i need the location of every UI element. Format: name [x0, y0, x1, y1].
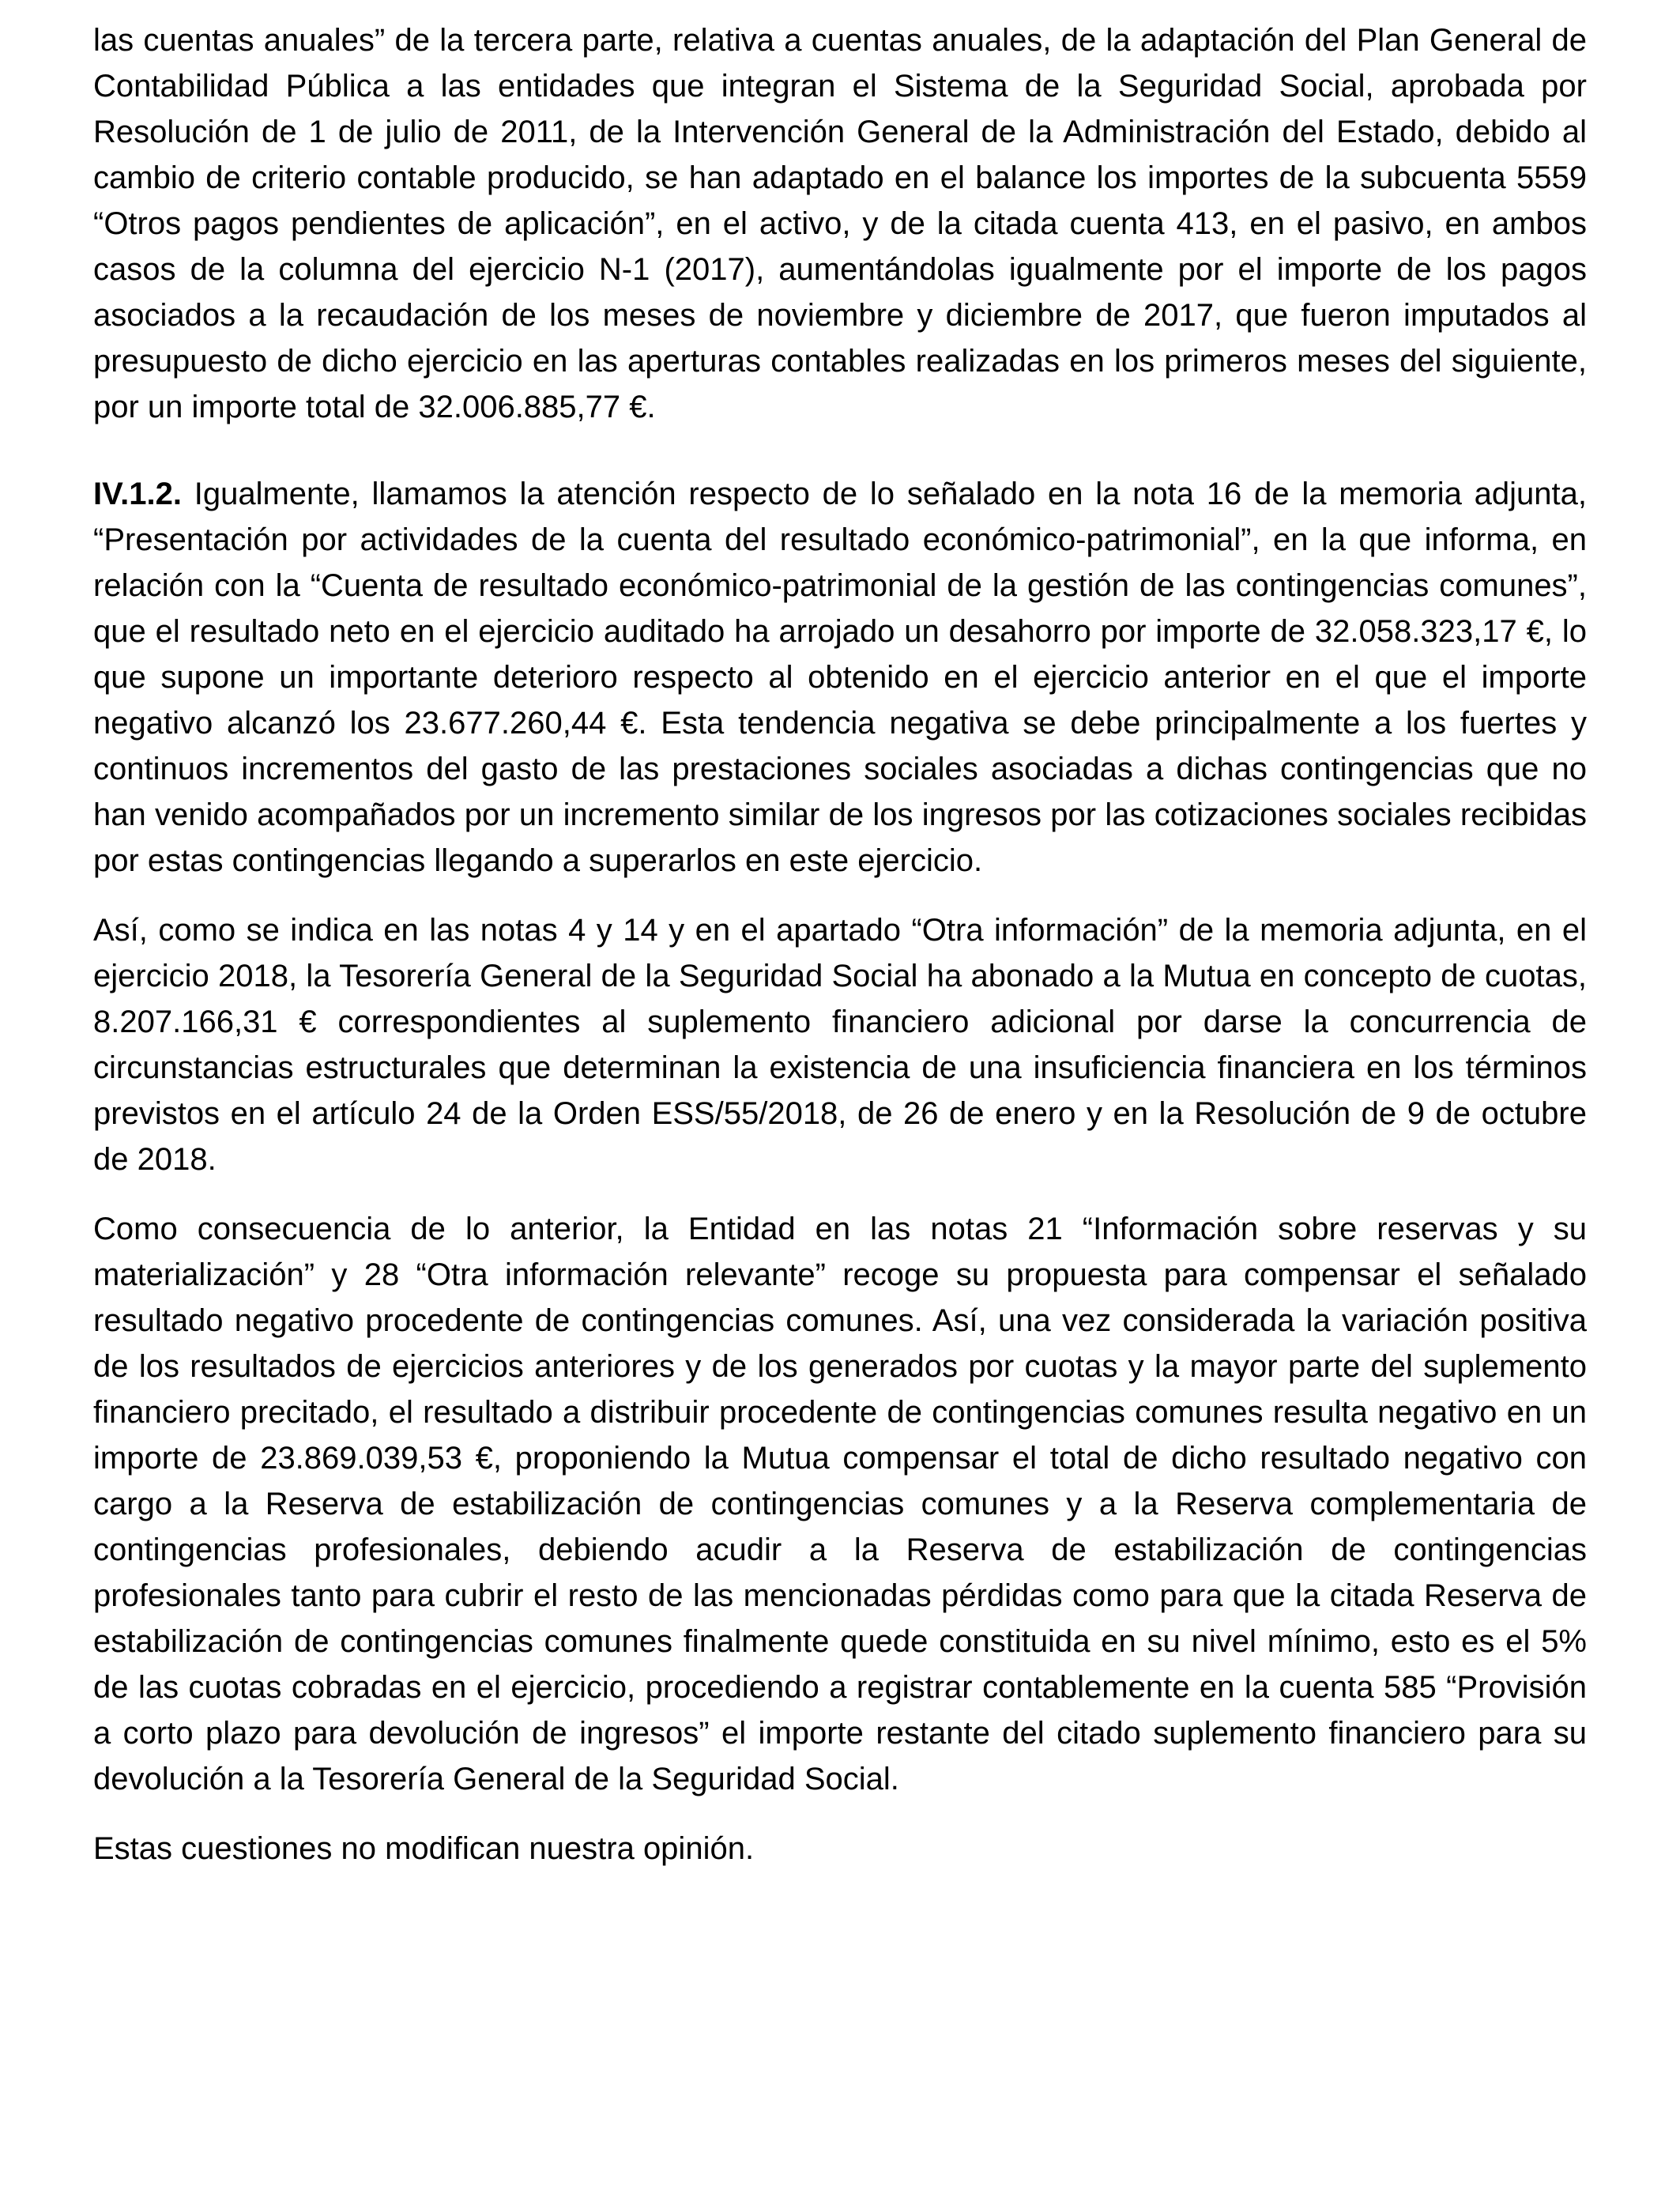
paragraph-consecuencia: Como consecuencia de lo anterior, la Entidad en las notas 21 “Información sobre reservas y su materialización” y 28 “Otra información relevante” recoge su propuesta para compensar el señalado resultado negativo procedente de contingencias comunes. Así, una vez considerada la variación positiva de los resultados de ejercicios anteriores y de los generados por cuotas y la mayor parte del suplemento financiero precitado, el resultado a distribuir procedente de contingencias comunes resulta negativo en un importe de 23.869.039,53 €, proponiendo la Mutua compensar el total de dicho resultado negativo con cargo a la Reserva de estabilización de contingencias comunes y a la Reserva complementaria de contingencias profesionales, debiendo acudir a la Reserva de estabilización de contingencias profesionales tanto para cubrir el resto de las mencionadas pérdidas como para que la citada Reserva de estabilización de contingencias comunes finalmente quede constituida en su nivel mínimo, esto es el 5% de las cuotas cobradas en el ejercicio, procediendo a registrar contablemente en la cuenta 585 “Provisión a corto plazo para devolución de ingresos” el importe restante del citado suplemento financiero para su devolución a la Tesorería General de la Seguridad Social. [93, 1212, 1587, 1796]
paragraph-section-iv-1-2 [93, 471, 1587, 884]
section-text: Igualmente, llamamos la atención respecto de lo señalado en la nota 16 de la memoria adjunta, “Presentación por actividades de la cuenta del resultado económico-patrimonial”, en la que informa, en relación con la “Cuenta de resultado económico-patrimonial de la gestión de las contingencias comunes”, que el resultado neto en el ejercicio auditado ha arrojado un desahorro por importe de 32.058.323,17 €, lo que supone un importante deterioro respecto al obtenido en el ejercicio anterior en el que el importe negativo alcanzó los 23.677.260,44 €. Esta tendencia negativa se debe principalmente a los fuertes y continuos incrementos del gasto de las prestaciones sociales asociadas a dichas contingencias que no han venido acompañados por un incremento similar de los ingresos por las cotizaciones sociales recibidas por estas contingencias llegando a superarlos en este ejercicio. [93, 477, 1587, 878]
paragraph-tesoreria: Así, como se indica en las notas 4 y 14 y en el apartado “Otra información” de la memoria adjunta, en el ejercicio 2018, la Tesorería General de la Seguridad Social ha abonado a la Mutua en concepto de cuotas, 8.207.166,31 € correspondientes al suplemento financiero adicional por darse la concurrencia de circunstancias estructurales que determinan la existencia de una insuficiencia financiera en los términos previstos en el artículo 24 de la Orden ESS/55/2018, de 26 de enero y en la Resolución de 9 de octubre de 2018. [93, 913, 1587, 1177]
document-page [93, 17, 1587, 1895]
section-label: IV.1.2. [93, 477, 182, 511]
paragraph-conclusion: Estas cuestiones no modifican nuestra opinión. [93, 1831, 755, 1866]
paragraph-continuation: las cuentas anuales” de la tercera parte, relativa a cuentas anuales, de la adaptación del Plan General de Contabilidad Pública a las entidades que integran el Sistema de la Seguridad Social, aprobada por Resolución de 1 de julio de 2011, de la Intervención General de la Administración del Estado, debido al cambio de criterio contable producido, se han adaptado en el balance los importes de la subcuenta 5559 “Otros pagos pendientes de aplicación”, en el activo, y de la citada cuenta 413, en el pasivo, en ambos casos de la columna del ejercicio N-1 (2017), aumentándolas igualmente por el importe de los pagos asociados a la recaudación de los meses de noviembre y diciembre de 2017, que fueron imputados al presupuesto de dicho ejercicio en las aperturas contables realizadas en los primeros meses del siguiente, por un importe total de 32.006.885,77 €. [93, 23, 1587, 424]
